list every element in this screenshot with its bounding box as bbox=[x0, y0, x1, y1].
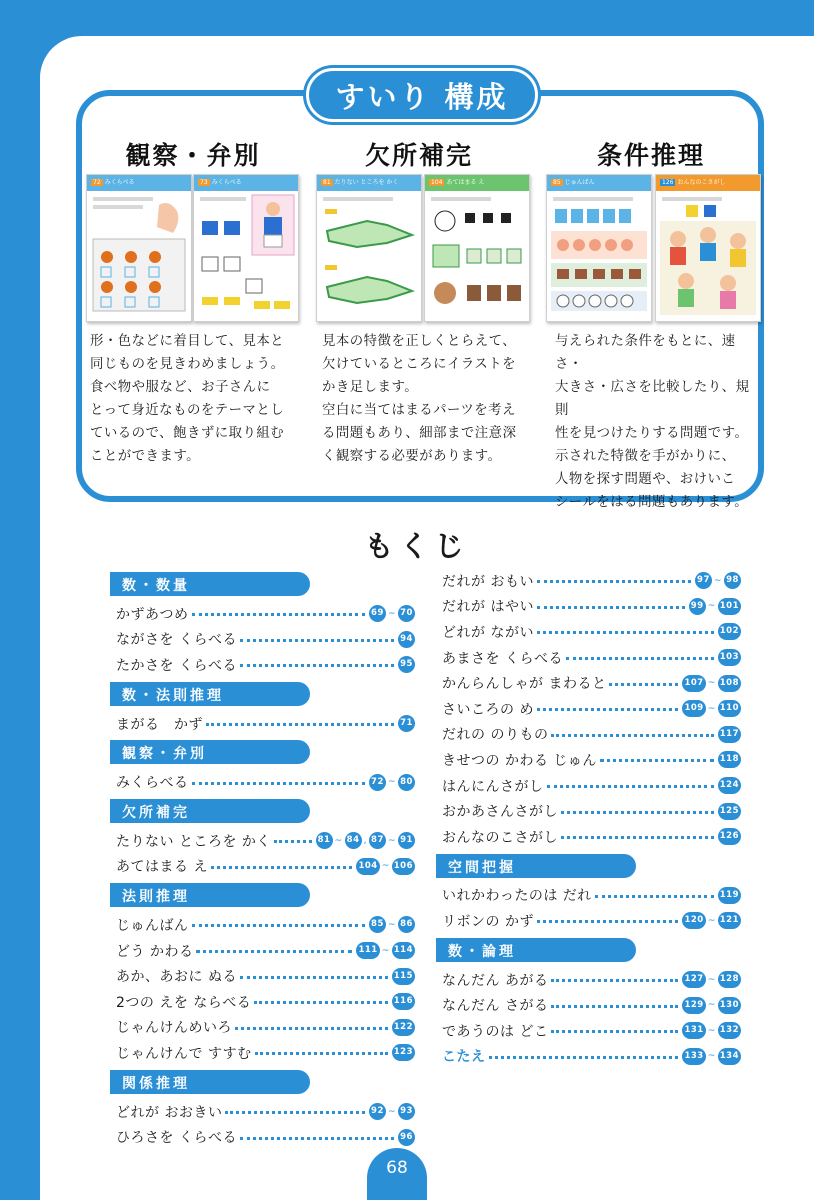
toc-entry[interactable] bbox=[116, 627, 416, 653]
toc-entry[interactable] bbox=[116, 1124, 416, 1150]
toc-page-range bbox=[355, 858, 416, 875]
page-badge: 130 bbox=[718, 997, 741, 1014]
dot-leader bbox=[240, 976, 388, 979]
page-badge: 71 bbox=[398, 715, 415, 732]
page-separator: ~ bbox=[707, 1000, 716, 1011]
dot-leader bbox=[255, 1052, 388, 1055]
dot-leader bbox=[537, 708, 679, 711]
page-badge: 127 bbox=[682, 971, 705, 988]
dot-leader bbox=[235, 1027, 388, 1030]
dot-leader bbox=[240, 639, 394, 642]
dot-leader bbox=[192, 782, 365, 785]
toc-entry-label: だれが おもい bbox=[442, 573, 534, 590]
dot-leader bbox=[551, 979, 678, 982]
toc-entry-label: リボンの かず bbox=[442, 913, 534, 930]
toc-entry[interactable] bbox=[116, 1099, 416, 1125]
page-badge: 86 bbox=[398, 916, 415, 933]
page-separator: ~ bbox=[381, 861, 390, 872]
page-badge: 84 bbox=[345, 832, 362, 849]
page-separator: ~ bbox=[707, 1051, 716, 1062]
toc-entry-label: かんらんしゃが まわると bbox=[442, 676, 607, 693]
page-separator: ~ bbox=[707, 915, 716, 926]
toc-entry[interactable] bbox=[116, 938, 416, 964]
toc-page-range bbox=[368, 916, 416, 933]
toc-page-range bbox=[368, 605, 416, 622]
page-badge: 124 bbox=[718, 777, 741, 794]
toc-entry[interactable] bbox=[442, 883, 742, 909]
toc-entry-label: おんなのこさがし bbox=[442, 829, 558, 846]
dot-leader bbox=[196, 950, 352, 953]
dot-leader bbox=[489, 1056, 679, 1059]
category-thumbnail bbox=[424, 174, 530, 322]
page-badge: 131 bbox=[682, 1022, 705, 1039]
toc-entry-label: なんだん あがる bbox=[442, 972, 549, 989]
toc-entry[interactable] bbox=[442, 670, 742, 696]
toc-entry-label: みくらべる bbox=[116, 775, 189, 792]
page-badge: 93 bbox=[398, 1103, 415, 1120]
toc-right-column bbox=[442, 568, 742, 1069]
toc-page-range bbox=[681, 997, 742, 1014]
page-badge: 101 bbox=[718, 598, 741, 615]
toc-entry-label: いれかわったのは だれ bbox=[442, 888, 592, 905]
page-separator: ~ bbox=[707, 703, 716, 714]
page-badge: 96 bbox=[398, 1129, 415, 1146]
page-badge: 70 bbox=[398, 605, 415, 622]
toc-page-range bbox=[717, 726, 742, 743]
page-badge: 103 bbox=[718, 649, 741, 666]
toc-page-range bbox=[688, 598, 742, 615]
page-badge: 128 bbox=[718, 971, 741, 988]
toc-left-column bbox=[116, 568, 416, 1150]
dot-leader bbox=[537, 580, 691, 583]
dot-leader bbox=[551, 734, 713, 737]
page-badge: 108 bbox=[718, 675, 741, 692]
dot-leader bbox=[225, 1111, 365, 1114]
page-badge: 104 bbox=[356, 858, 379, 875]
toc-entry[interactable] bbox=[442, 1018, 742, 1044]
toc-page-range bbox=[681, 1022, 742, 1039]
thumbnail-header: 126 おんなのこさがし bbox=[656, 175, 760, 191]
dot-leader bbox=[240, 1137, 394, 1140]
toc-page-range bbox=[368, 774, 416, 791]
page-badge: 119 bbox=[718, 887, 741, 904]
category-description: 形・色などに着目して、見本と 同じものを見きわめましょう。 食べ物や服など、お子さんに とって身近なものをテーマとし ているので、飽きずに取り組む ことができます。 bbox=[90, 334, 285, 464]
toc-page-range bbox=[355, 942, 416, 959]
toc-entry[interactable] bbox=[116, 711, 416, 737]
page-badge: 132 bbox=[718, 1022, 741, 1039]
toc-entry-label: だれの のりもの bbox=[442, 727, 549, 744]
toc-entry-label: どう かわる bbox=[116, 943, 194, 960]
toc-section-header: 空間把握 bbox=[436, 854, 636, 878]
toc-entry-label: まがる かず bbox=[116, 716, 203, 733]
toc-page-range bbox=[717, 777, 742, 794]
toc-section-header: 観察・弁別 bbox=[110, 740, 310, 764]
toc-page-range bbox=[717, 649, 742, 666]
toc-entry-label: じゅんばん bbox=[116, 917, 189, 934]
toc-entry-label: ながさを くらべる bbox=[116, 632, 237, 649]
worksheet-illustration bbox=[87, 191, 191, 319]
page-badge: 133 bbox=[682, 1048, 705, 1065]
toc-entry[interactable] bbox=[442, 722, 742, 748]
toc-page-range bbox=[681, 1048, 742, 1065]
toc-entry-label: じゃんけんめいろ bbox=[116, 1020, 232, 1037]
page-badge: 80 bbox=[398, 774, 415, 791]
dot-leader bbox=[551, 1030, 678, 1033]
page-badge: 121 bbox=[718, 912, 741, 929]
toc-entry[interactable] bbox=[442, 747, 742, 773]
toc-section-header: 数・数量 bbox=[110, 572, 310, 596]
dot-leader bbox=[537, 920, 679, 923]
page-badge: 114 bbox=[392, 942, 415, 959]
page-badge: 116 bbox=[392, 993, 415, 1010]
toc-entry-label: あてはまる え bbox=[116, 859, 208, 876]
thumbnail-header: 104 あてはまる え bbox=[425, 175, 529, 191]
category-title-reasoning: 条件推理 bbox=[596, 141, 705, 170]
toc-section-header: 法則推理 bbox=[110, 883, 310, 907]
page-badge: 72 bbox=[369, 774, 386, 791]
dot-leader bbox=[609, 683, 678, 686]
toc-page-range bbox=[391, 1019, 416, 1036]
toc-page-range bbox=[397, 631, 416, 648]
page-separator: ~ bbox=[387, 1106, 396, 1117]
category-thumbnail bbox=[86, 174, 192, 322]
toc-entry-label: 2つの えを ならべる bbox=[116, 994, 252, 1011]
toc-page-range bbox=[681, 700, 742, 717]
page-badge: 102 bbox=[718, 623, 741, 640]
page-badge: 91 bbox=[398, 832, 415, 849]
page-separator: ~ bbox=[387, 608, 396, 619]
toc-entry[interactable] bbox=[442, 908, 742, 934]
dot-leader bbox=[192, 613, 365, 616]
toc-section-header: 数・法則推理 bbox=[110, 682, 310, 706]
dot-leader bbox=[600, 759, 714, 762]
toc-entry[interactable] bbox=[442, 1044, 742, 1070]
toc-entry-label: であうのは どこ bbox=[442, 1023, 549, 1040]
page-badge: 92 bbox=[369, 1103, 386, 1120]
page-badge: 123 bbox=[392, 1044, 415, 1061]
page-badge: 81 bbox=[316, 832, 333, 849]
toc-entry-label: なんだん さがる bbox=[442, 998, 549, 1015]
toc-entry[interactable] bbox=[442, 798, 742, 824]
page-separator: ~ bbox=[334, 835, 343, 846]
page-badge: 125 bbox=[718, 803, 741, 820]
dot-leader bbox=[566, 657, 714, 660]
toc-entry[interactable] bbox=[442, 645, 742, 671]
worksheet-illustration bbox=[194, 191, 298, 319]
toc-entry[interactable] bbox=[116, 652, 416, 678]
page-separator: ~ bbox=[707, 974, 716, 985]
page-separator: ~ bbox=[387, 777, 396, 788]
toc-section-header: 欠所補完 bbox=[110, 799, 310, 823]
toc-entry[interactable] bbox=[116, 828, 416, 854]
toc-section-header: 数・論理 bbox=[436, 938, 636, 962]
toc-entry[interactable] bbox=[442, 619, 742, 645]
page-badge: 94 bbox=[398, 631, 415, 648]
page-badge: 107 bbox=[682, 675, 705, 692]
page-badge: 87 bbox=[369, 832, 386, 849]
toc-entry-label: はんにんさがし bbox=[442, 778, 544, 795]
worksheet-illustration bbox=[656, 191, 760, 319]
toc-entry-label: ひろさを くらべる bbox=[116, 1130, 237, 1147]
page-badge: 97 bbox=[695, 572, 712, 589]
dot-leader bbox=[561, 836, 714, 839]
toc-entry[interactable] bbox=[442, 696, 742, 722]
toc-entry[interactable] bbox=[116, 1015, 416, 1041]
toc-page-range bbox=[681, 971, 742, 988]
dot-leader bbox=[211, 866, 353, 869]
dot-leader bbox=[551, 1005, 678, 1008]
thumbnail-header: 81 たりない ところを かく bbox=[317, 175, 421, 191]
toc-entry-label: たりない ところを かく bbox=[116, 833, 271, 850]
page-badge: 115 bbox=[392, 968, 415, 985]
toc-page-range bbox=[717, 751, 742, 768]
page-badge: 118 bbox=[718, 751, 741, 768]
toc-page-range bbox=[681, 675, 742, 692]
page-separator: ~ bbox=[381, 945, 390, 956]
toc-page-range bbox=[717, 623, 742, 640]
toc-entry[interactable] bbox=[116, 601, 416, 627]
toc-page-range bbox=[694, 572, 742, 589]
page-badge: 134 bbox=[718, 1048, 741, 1065]
dot-leader bbox=[240, 664, 394, 667]
category-thumbnail bbox=[655, 174, 761, 322]
toc-entry-label: あまさを くらべる bbox=[442, 650, 563, 667]
toc-page-range bbox=[315, 832, 416, 849]
toc-entry-label: たかさを くらべる bbox=[116, 657, 237, 674]
dot-leader bbox=[192, 924, 365, 927]
toc-entry[interactable] bbox=[116, 1040, 416, 1066]
toc-entry-label: じゃんけんで すすむ bbox=[116, 1045, 252, 1062]
worksheet-illustration bbox=[547, 191, 651, 319]
toc-page-range bbox=[681, 912, 742, 929]
page-badge: 109 bbox=[682, 700, 705, 717]
dot-leader bbox=[595, 895, 714, 898]
category-thumbnail bbox=[316, 174, 422, 322]
toc-page-range bbox=[397, 656, 416, 673]
toc-entry[interactable] bbox=[116, 912, 416, 938]
toc-entry-label: かずあつめ bbox=[116, 606, 189, 623]
toc-entry[interactable] bbox=[442, 824, 742, 850]
page-number: 68 bbox=[367, 1148, 427, 1200]
page-separator: ~ bbox=[387, 835, 396, 846]
thumbnail-header: 72 みくらべる bbox=[87, 175, 191, 191]
worksheet-illustration bbox=[425, 191, 529, 319]
category-description: 与えられた条件をもとに、速さ・ 大きさ・広さを比較したり、規則 性を見つけたりする問題です。 示された特徴を手がかりに、 人物を探す問題や、おけいこ シールをはる問題もあります。 bbox=[555, 334, 750, 510]
toc-page-range bbox=[717, 803, 742, 820]
toc-entry[interactable] bbox=[116, 963, 416, 989]
toc-page-range bbox=[397, 715, 416, 732]
page-badge: 110 bbox=[718, 700, 741, 717]
toc-page-range bbox=[717, 828, 742, 845]
toc-page-range bbox=[391, 1044, 416, 1061]
page-badge: 122 bbox=[392, 1019, 415, 1036]
page-separator: ~ bbox=[707, 1025, 716, 1036]
dot-leader bbox=[537, 606, 685, 609]
page-badge: 99 bbox=[689, 598, 706, 615]
page-separator: , bbox=[363, 835, 367, 846]
toc-entry-label: こたえ bbox=[442, 1049, 486, 1066]
category-thumbnail bbox=[193, 174, 299, 322]
page-badge: 129 bbox=[682, 997, 705, 1014]
page-separator: ~ bbox=[387, 919, 396, 930]
thumbnail-header: 85 じゅんばん bbox=[547, 175, 651, 191]
toc-entry-label: おかあさんさがし bbox=[442, 804, 558, 821]
toc-entry-label: きせつの かわる じゅん bbox=[442, 752, 597, 769]
toc-page-range bbox=[391, 993, 416, 1010]
toc-entry-label: どれが おおきい bbox=[116, 1104, 223, 1121]
category-title-observation: 観察・弁別 bbox=[125, 141, 261, 170]
category-description: 見本の特徴を正しくとらえて、 欠けているところにイラストを かき足します。 空白に当てはまるパーツを考え る問題もあり、細部まで注意深 く観察する必要があります。 bbox=[322, 334, 517, 464]
page-badge: 106 bbox=[392, 858, 415, 875]
overview-title: すいり 構成 bbox=[306, 68, 538, 122]
dot-leader bbox=[254, 1001, 387, 1004]
page-separator: ~ bbox=[707, 678, 716, 689]
toc-entry[interactable] bbox=[442, 568, 742, 594]
toc-page-range bbox=[397, 1129, 416, 1146]
toc-page-range bbox=[368, 1103, 416, 1120]
dot-leader bbox=[274, 840, 312, 843]
page-badge: 117 bbox=[718, 726, 741, 743]
toc-entry-label: だれが はやい bbox=[442, 599, 534, 616]
page-badge: 69 bbox=[369, 605, 386, 622]
page-badge: 126 bbox=[718, 828, 741, 845]
toc-entry[interactable] bbox=[442, 594, 742, 620]
toc-entry-label: あか、あおに ぬる bbox=[116, 969, 237, 986]
toc-page-range bbox=[391, 968, 416, 985]
toc-section-header: 関係推理 bbox=[110, 1070, 310, 1094]
toc-entry[interactable] bbox=[116, 989, 416, 1015]
thumbnail-header: 73 みくらべる bbox=[194, 175, 298, 191]
page-badge: 85 bbox=[369, 916, 386, 933]
category-thumbnail bbox=[546, 174, 652, 322]
toc-title: もくじ bbox=[364, 529, 470, 563]
dot-leader bbox=[547, 785, 714, 788]
toc-page-range bbox=[717, 887, 742, 904]
toc-entry-label: さいころの め bbox=[442, 701, 534, 718]
toc-entry[interactable] bbox=[442, 967, 742, 993]
toc-entry[interactable] bbox=[442, 773, 742, 799]
page-badge: 95 bbox=[398, 656, 415, 673]
toc-entry[interactable] bbox=[116, 854, 416, 880]
page-separator: ~ bbox=[713, 575, 722, 586]
dot-leader bbox=[206, 723, 394, 726]
dot-leader bbox=[561, 811, 714, 814]
worksheet-illustration bbox=[317, 191, 421, 319]
toc-entry-label: どれが ながい bbox=[442, 624, 534, 641]
page-badge: 98 bbox=[724, 572, 741, 589]
category-title-completion: 欠所補完 bbox=[364, 141, 473, 170]
page-badge: 120 bbox=[682, 912, 705, 929]
toc-entry[interactable] bbox=[442, 992, 742, 1018]
dot-leader bbox=[537, 631, 714, 634]
page-badge: 111 bbox=[356, 942, 379, 959]
toc-entry[interactable] bbox=[116, 769, 416, 795]
page-separator: ~ bbox=[707, 601, 716, 612]
